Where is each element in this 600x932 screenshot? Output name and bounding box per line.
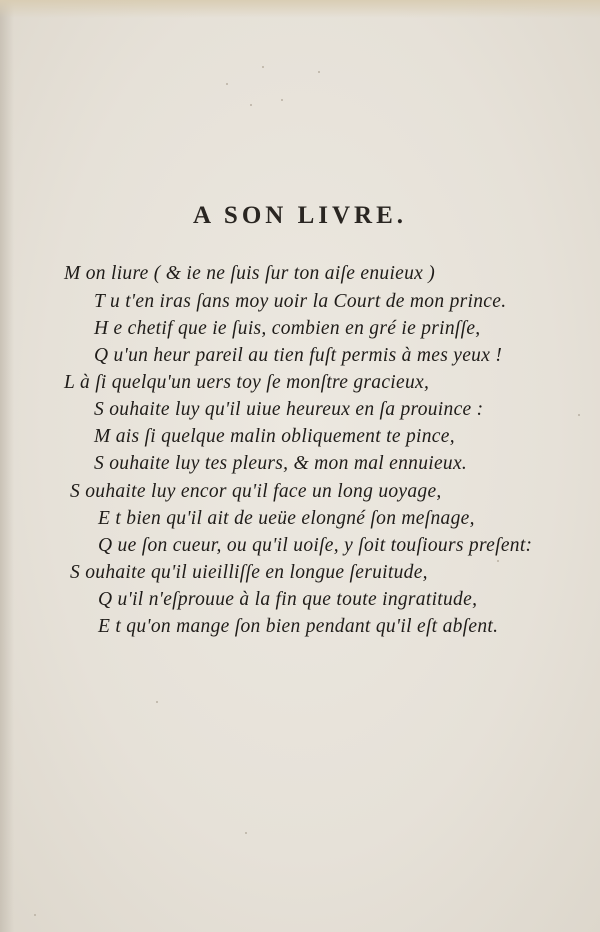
paper-speck — [497, 560, 499, 562]
page-gutter-shadow — [0, 0, 14, 932]
paper-speck — [318, 71, 320, 73]
paper-speck — [262, 66, 264, 68]
verse-line-5: L à ſi quelqu'un uers toy ſe monſtre gracieux, — [64, 372, 430, 393]
verse-line-2: T u t'en iras ſans moy uoir la Court de mon prince. — [94, 291, 507, 312]
paper-speck — [281, 99, 283, 101]
verse-line-14: E t qu'on mange ſon bien pendant qu'il eſt abſent. — [98, 616, 499, 637]
paper-speck — [250, 104, 252, 106]
verse-line-11: Q ue ſon cueur, ou qu'il uoiſe, y ſoit touſiours preſent: — [98, 535, 533, 556]
verse-line-3: H e chetif que ie ſuis, combien en gré ie prinſſe, — [94, 318, 481, 339]
paper-speck — [578, 414, 580, 416]
page-top-stain — [0, 0, 600, 18]
paper-speck — [156, 701, 158, 703]
verse-line-12: S ouhaite qu'il uieilliſſe en longue ſeruitude, — [70, 562, 428, 583]
verse-line-6: S ouhaite luy qu'il uiue heureux en ſa prouince : — [94, 399, 484, 420]
verse-line-4: Q u'un heur pareil au tien fuſt permis à mes yeux ! — [94, 345, 503, 366]
verse-line-9: S ouhaite luy encor qu'il face un long uoyage, — [70, 481, 442, 502]
verse-line-1: M on liure ( & ie ne ſuis ſur ton aiſe enuieux ) — [64, 263, 436, 284]
verse-line-13: Q u'il n'eſprouue à la fin que toute ingratitude, — [98, 589, 478, 610]
paper-speck — [226, 83, 228, 85]
verse-line-7: M ais ſi quelque malin obliquement te pince, — [94, 426, 455, 447]
paper-speck — [245, 832, 247, 834]
verse-line-8: S ouhaite luy tes pleurs, & mon mal ennuieux. — [94, 453, 468, 474]
poem-title: A SON LIVRE. — [192, 202, 407, 229]
paper-speck — [34, 914, 36, 916]
verse-line-10: E t bien qu'il ait de ueüe elongné ſon meſnage, — [98, 508, 475, 529]
